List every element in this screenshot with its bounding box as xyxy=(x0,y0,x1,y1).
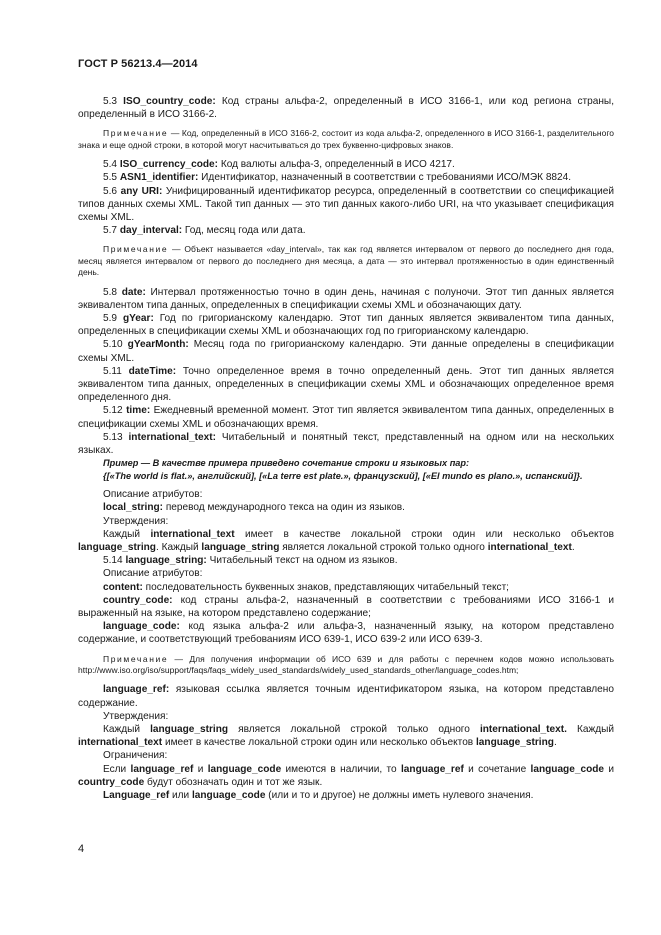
clause-5-6: 5.6 any URI: Унифицированный идентификатор ресурса, определенный в соответствии со спецификацией типов данных схемы XML. Такой тип данных — это тип данных какого-либо URI, на что указывает спецификация схемы XML. xyxy=(78,185,614,224)
term: date: xyxy=(121,286,146,298)
clause-5-12: 5.12 time: Ежедневный временной момент. Этот тип является эквивалентом типа данных, определенных в спецификации схемы XML и обозначающих время. xyxy=(78,405,614,430)
constraint-rule-2: Language_ref или language_code (или и то и другое) не должны иметь нулевого значения. xyxy=(103,789,534,801)
clause-5-5: 5.5 ASN1_identifier: Идентификатор, назначенный в соответствии с требованиями ИСО/МЭК 8824. xyxy=(103,172,572,184)
clause-5-10: 5.10 gYearMonth: Месяц года по григорианскому календарю. Эти данные определены в спецификации схемы XML. xyxy=(78,339,615,364)
attr-content: content: последовательность буквенных знаков, представляющих читабельный текст; xyxy=(103,581,509,593)
term: language_string: xyxy=(125,555,207,567)
assertion-text: Каждый language_string является локальной строкой только одного international_text. Каждый international_text имеет в качестве локальной строки один или несколько объектов language_string. xyxy=(78,723,614,749)
constraints-heading: Ограничения: xyxy=(103,750,168,762)
assertion-text: Каждый international_text имеет в качестве локальной строки один или несколько объектов language_string. Каждый language_string является локальной строкой только одного international_text. xyxy=(78,528,614,553)
clause-5-13: 5.13 international_text: Читабельный и понятный текст, представленный на одном или на нескольких языках. xyxy=(78,431,614,457)
document-body xyxy=(78,95,614,802)
page-number: 4 xyxy=(78,843,85,855)
term: ASN1_identifier: xyxy=(119,172,199,184)
assertions-heading: Утверждения: xyxy=(103,515,169,527)
example-line-2: {[«The world is flat.», английский], [«La terre est plate.», французский], [«El mundo es plano.», испанский]}. xyxy=(103,470,583,481)
attributes-heading: Описание атрибутов: xyxy=(103,568,203,580)
attr-local-string: local_string: перевод международного текса на один из языков. xyxy=(103,502,405,514)
attributes-heading: Описание атрибутов: xyxy=(103,489,203,501)
clause-5-8: 5.8 date: Интервал протяженностью точно в один день, начиная с полуночи. Этот тип данных является эквивалентом типа данных, определенных в спецификации схемы XML и обозначающих дату. xyxy=(78,286,615,311)
document-header: ГОСТ Р 56213.4—2014 xyxy=(78,58,198,70)
note-5-7: Примечание — Объект называется «day_interval», так как год является интервалом от первого до последнего дня года, месяц является интервалом от первого до последнего дня месяца, а дата — это интервал протяженностью в один единственный день. xyxy=(78,244,614,278)
clause-5-4: 5.4 ISO_currency_code: Код валюты альфа-3, определенный в ИСО 4217. xyxy=(103,159,455,171)
clause-5-9: 5.9 gYear: Год по григорианскому календарю. Этот тип данных является эквивалентом типа данных, определенных в спецификации схемы XML и обозначающих год по григорианскому календарю. xyxy=(78,313,614,338)
clause-5-3: 5.3 ISO_country_code: Код страны альфа-2, определенный в ИСО 3166-1, или код региона страны, определенный в ИСО 3166-2. xyxy=(78,96,614,121)
clause-5-7: 5.7 day_interval: Год, месяц года или дата. xyxy=(103,225,306,237)
term: ISO_country_code: xyxy=(123,96,216,107)
note-5-14: Примечание — Для получения информации об ИСО 639 и для работы с перечнем кодов можно использовать http://www.iso.org/iso/support/faqs/faqs_widely_used_standards/widely_used_standards_other/language_codes.htm; xyxy=(78,653,614,675)
assertions-heading: Утверждения: xyxy=(103,710,169,722)
clause-5-14: 5.14 language_string: Читабельный текст на одном из языков. xyxy=(103,555,398,567)
term: ISO_currency_code: xyxy=(119,159,219,171)
term: international_text: xyxy=(128,431,216,443)
attr-country-code: country_code: код страны альфа-2, назначенный в соответствии с требованиями ИСО 3166-1 и выраженный на языке, на котором представлено содержание; xyxy=(78,594,614,619)
term: time: xyxy=(126,405,151,417)
attr-language-code: language_code: код языка альфа-2 или альфа-3, назначенный языку, на котором представлено содержание, и соответствующий требованиям ИСО 639-1, ИСО 639-2 или ИСО 639-3. xyxy=(78,621,614,646)
note-5-3: Примечание — Код, определенный в ИСО 3166-2, состоит из кода альфа-2, определенного в ИСО 3166-1, разделительного знака и еще одной строки, в которой могут насчитываться до трех буквенно-цифровых знаков. xyxy=(78,128,614,150)
term: gYearMonth: xyxy=(127,339,189,351)
term: gYear: xyxy=(122,313,154,325)
attr-language-ref: language_ref: языковая ссылка является точным идентификатором языка, на котором представлено содержание. xyxy=(78,684,614,709)
term: any URI: xyxy=(120,185,163,197)
constraint-rule-1: Если language_ref и language_code имеются в наличии, то language_ref и сочетание language_code и country_code будут обозначать один и тот же язык. xyxy=(78,763,614,788)
clause-5-11: 5.11 dateTime: Точно определенное время в точно определенный день. Этот тип данных является эквивалентом типа данных, определенных в спецификации схемы XML и обозначающих определенное время определенного дня. xyxy=(78,365,614,404)
example-line-1: Пример — В качестве примера приведено сочетание строки и языковых пар: xyxy=(103,458,470,469)
term: day_interval: xyxy=(119,225,183,237)
term: dateTime: xyxy=(128,365,177,377)
